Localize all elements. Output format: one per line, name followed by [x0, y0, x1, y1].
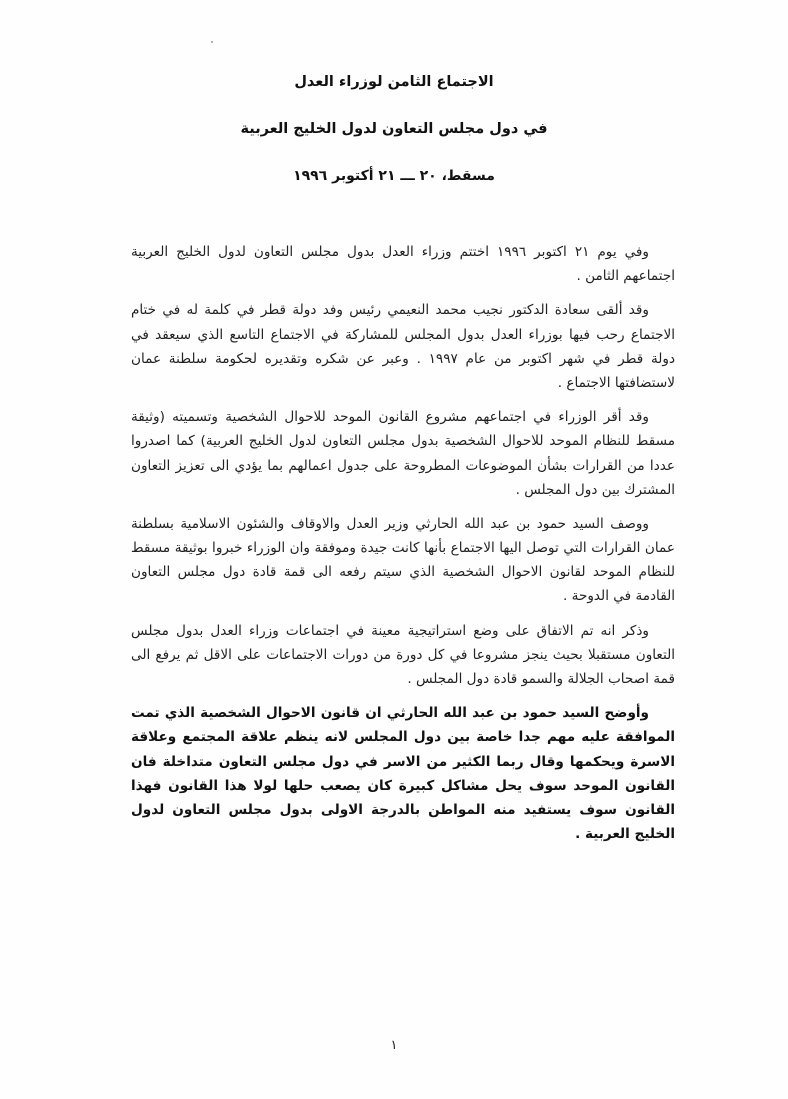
- paragraph-2: وقد ألقى سعادة الدكتور نجيب محمد النعيمي رئيس وفد دولة قطر في كلمة له في ختام الاجتماع رحب فيها بوزراء العدل بدول المجلس للمشاركة في الاجتماع التاسع الذي سيعقد في دولة قطر في شهر اكتوبر من عام ١٩٩٧ . وعبر عن شكره وتقديره لحكومة سلطنة عمان لاستضافتها الاجتماع .: [131, 302, 675, 391]
- page-number: ١: [390, 1038, 398, 1053]
- paragraph-1: وفي يوم ٢١ اكتوبر ١٩٩٦ اختتم وزراء العدل بدول مجلس التعاون لدول الخليج العربية اجتماعهم الثامن .: [131, 244, 675, 285]
- doc-title-line-1: الاجتماع الثامن لوزراء العدل: [294, 74, 494, 90]
- paragraph-4: ووصف السيد حمود بن عبد الله الحارثي وزير العدل والاوقاف والشئون الاسلامية بسلطنة عمان القرارات التي توصل اليها الاجتماع بأنها كانت جيدة وموفقة وان الوزراء خبروا بوثيقة مسقط للنظام الموحد لقانون الاحوال الشخصية الذي سيتم رفعه الى قمة قادة دول مجلس التعاون القادمة في الدوحة .: [131, 515, 675, 605]
- page-footer: [0, 1034, 788, 1053]
- scan-artifact-speck: [211, 41, 213, 43]
- doc-title-date-line: مسقط، ٢٠ ـــ ٢١ أكتوبر ١٩٩٦: [293, 168, 495, 184]
- document-body: [131, 240, 675, 846]
- document-header: [0, 0, 788, 184]
- closing-paragraph: وأوضح السيد حمود بن عبد الله الحارثي ان قانون الاحوال الشخصية الذي تمت الموافقة عليه مهم جدا خاصة بين دول المجلس لانه ينظم علاقة المجتمع وعلاقة الاسرة ويحكمها وقال ربما الكثير من الاسر في دول مجلس التعاون متداخلة فان القانون الموحد سوف يحل مشاكل كبيرة كان يصعب حلها لولا هذا القانون فهذا القانون سوف يستفيد منه المواطن بالدرجة الاولى بدول مجلس التعاون لدول الخليج العربية .: [131, 705, 675, 843]
- paragraph-5: وذكر انه تم الاتفاق على وضع استراتيجية معينة في اجتماعات وزراء العدل بدول مجلس التعاون مستقبلا بحيث ينجز مشروعا في كل دورة من دورات الاجتماعات على الاقل ثم يرفع الى قمة اصحاب الجلالة والسمو قادة دول المجلس .: [131, 622, 675, 687]
- paragraph-3: وقد أقر الوزراء في اجتماعهم مشروع القانون الموحد للاحوال الشخصية وتسميته (وثيقة مسقط للنظام الموحد للاحوال الشخصية بدول مجلس التعاون لدول الخليج العربية) كما اصدروا عددا من القرارات بشأن الموضوعات المطروحة على جدول اعمالهم بما يؤدي الى تعزيز التعاون المشترك بين دول المجلس .: [131, 409, 675, 498]
- doc-title-line-2: في دول مجلس التعاون لدول الخليج العربية: [240, 121, 548, 137]
